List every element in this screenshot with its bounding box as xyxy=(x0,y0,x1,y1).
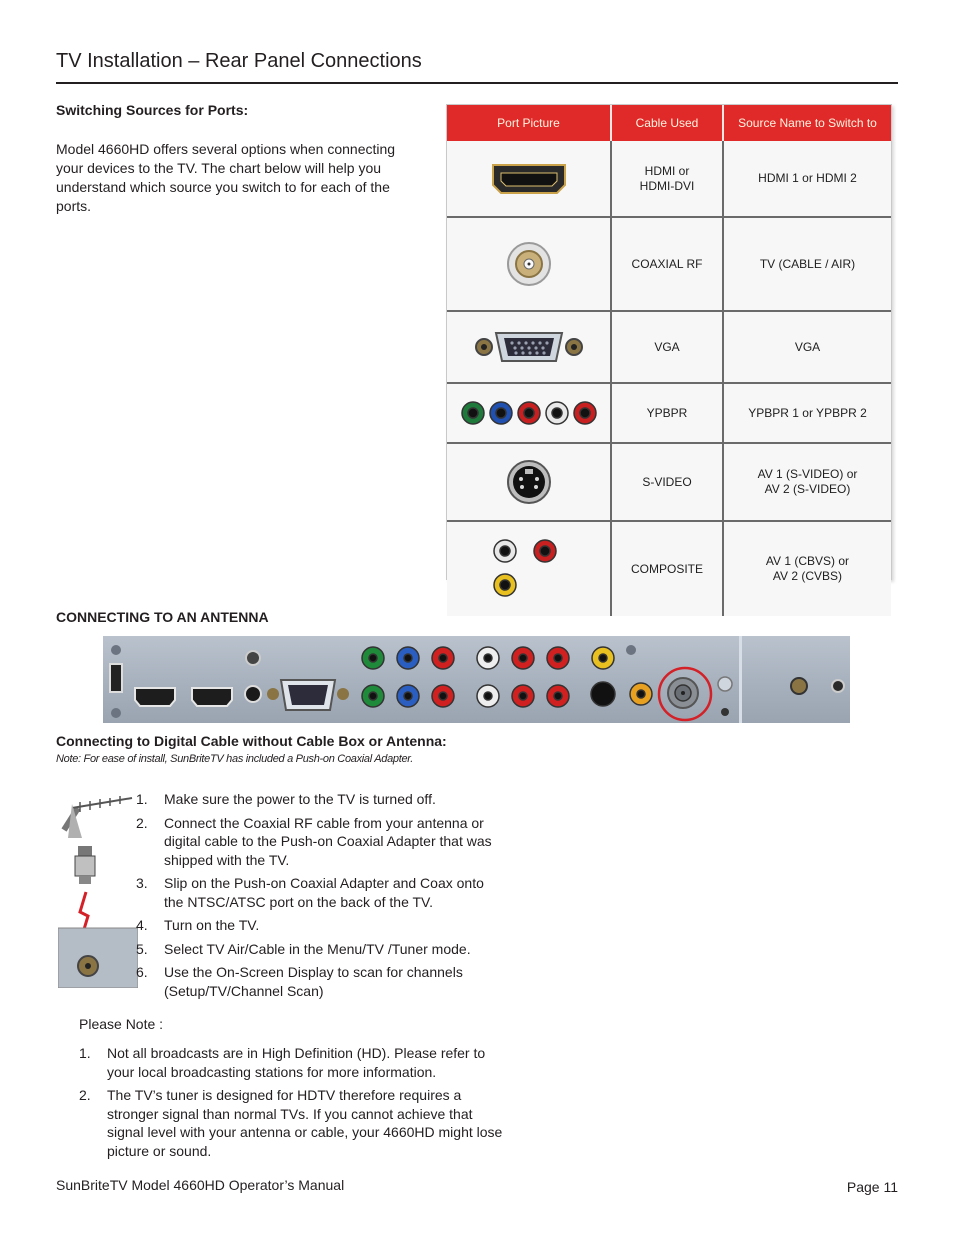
coaxial-adapter-icon xyxy=(75,846,95,884)
header-port-picture: Port Picture xyxy=(447,105,611,141)
screw-icon xyxy=(721,708,729,716)
step-text: Use the On-Screen Display to scan for channels (Setup/TV/Channel Scan) xyxy=(164,964,463,999)
vga-port-icon xyxy=(267,680,349,710)
notes-list xyxy=(79,1044,509,1165)
intro-text: Model 4660HD offers several options when connecting your devices to the TV. The chart below will help you understand which source you switch to for each of the ports. xyxy=(56,141,396,214)
s-video-port-icon xyxy=(506,459,552,505)
port-picture-cell xyxy=(447,217,611,311)
hdmi-port-icon xyxy=(135,688,175,706)
source-name-cell: AV 1 (CBVS) or AV 2 (CVBS) xyxy=(723,521,891,616)
port-chart xyxy=(446,104,892,583)
port-picture-cell xyxy=(447,521,611,616)
step-number: 2. xyxy=(136,814,148,831)
footer-page-number: Page 11 xyxy=(846,1179,898,1195)
digital-cable-heading: Connecting to Digital Cable without Cable Box or Antenna: xyxy=(56,733,447,749)
audio-jack-icon xyxy=(832,680,844,692)
note-number: 2. xyxy=(79,1087,91,1103)
hdmi-port-icon xyxy=(192,688,232,706)
rear-panel-ports xyxy=(103,636,850,723)
list-item xyxy=(136,916,506,935)
coaxial-port-icon xyxy=(668,678,698,708)
antenna-connection-illustration xyxy=(58,790,138,988)
coaxial-port-icon xyxy=(504,239,554,289)
vga-port-icon xyxy=(474,327,584,367)
rear-panel-image xyxy=(103,636,850,723)
screw-icon xyxy=(626,645,636,655)
header-cable-used: Cable Used xyxy=(611,105,723,141)
component-ports-icon xyxy=(362,647,454,707)
intro-heading: Switching Sources for Ports: xyxy=(56,102,249,118)
table-row xyxy=(447,383,891,443)
cable-used-cell: S-VIDEO xyxy=(611,443,723,521)
audio-jack-icon xyxy=(245,686,261,702)
list-item xyxy=(79,1044,509,1081)
step-number: 5. xyxy=(136,940,148,957)
hdmi-port-icon xyxy=(489,161,569,197)
cable-used-cell: YPBPR xyxy=(611,383,723,443)
list-item xyxy=(136,790,506,809)
list-item xyxy=(136,963,506,1000)
screw-icon xyxy=(718,677,732,691)
installation-steps xyxy=(136,790,506,1005)
step-text: Connect the Coaxial RF cable from your antenna or digital cable to the Push-on Coaxial Adapter that was shipped with the TV. xyxy=(164,814,492,868)
source-name-cell: YPBPR 1 or YPBPR 2 xyxy=(723,383,891,443)
step-number: 1. xyxy=(136,791,148,807)
audio-ports-icon xyxy=(477,647,569,707)
audio-jack-icon xyxy=(246,651,260,665)
source-name-cell: HDMI 1 or HDMI 2 xyxy=(723,141,891,217)
port-picture-cell xyxy=(447,383,611,443)
list-item xyxy=(136,814,506,870)
step-text: Turn on the TV. xyxy=(164,917,260,933)
port-picture-cell xyxy=(447,141,611,217)
screw-icon xyxy=(111,645,121,655)
antenna-heading: CONNECTING TO AN ANTENNA xyxy=(56,609,269,625)
tv-coax-port-icon xyxy=(58,928,138,988)
cable-used-cell: HDMI or HDMI-DVI xyxy=(611,141,723,217)
step-text: Make sure the power to the TV is turned off. xyxy=(164,791,436,807)
note-text: Not all broadcasts are in High Definition (HD). Please refer to your local broadcasting stations for more information. xyxy=(107,1045,486,1080)
table-row xyxy=(447,141,891,217)
footer-manual-title: SunBriteTV Model 4660HD Operator’s Manual xyxy=(56,1177,345,1193)
table-row xyxy=(447,521,891,616)
list-item xyxy=(136,874,506,911)
table-row xyxy=(447,443,891,521)
panel-divider xyxy=(739,636,742,723)
usb-port-icon xyxy=(110,664,122,692)
note-text: The TV’s tuner is designed for HDTV therefore requires a stronger signal than normal TVs. If you cannot achieve that signal level with your antenna or cable, your 4660HD might lose picture or sound. xyxy=(107,1087,503,1159)
step-text: Slip on the Push-on Coaxial Adapter and Coax onto the NTSC/ATSC port on the back of the TV. xyxy=(164,875,484,910)
antenna-icon xyxy=(64,796,132,838)
list-item xyxy=(136,940,506,959)
port-chart-table xyxy=(447,105,891,616)
header-source-name: Source Name to Switch to xyxy=(723,105,891,141)
digital-cable-note: Note: For ease of install, SunBriteTV has included a Push-on Coaxial Adapter. xyxy=(56,753,414,765)
step-text: Select TV Air/Cable in the Menu/TV /Tuner mode. xyxy=(164,940,471,957)
cable-used-cell: COAXIAL RF xyxy=(611,217,723,311)
cable-used-cell: COMPOSITE xyxy=(611,521,723,616)
list-item xyxy=(79,1086,509,1160)
page-title: TV Installation – Rear Panel Connections xyxy=(56,50,422,72)
composite-port-icon xyxy=(489,537,569,601)
table-row xyxy=(447,311,891,383)
screw-icon xyxy=(111,708,121,718)
cable-used-cell: VGA xyxy=(611,311,723,383)
title-divider xyxy=(56,82,898,84)
step-number: 3. xyxy=(136,875,148,891)
power-jack-icon xyxy=(791,678,807,694)
source-name-cell: VGA xyxy=(723,311,891,383)
source-name-cell: TV (CABLE / AIR) xyxy=(723,217,891,311)
step-number: 6. xyxy=(136,964,148,980)
source-name-cell: AV 1 (S-VIDEO) or AV 2 (S-VIDEO) xyxy=(723,443,891,521)
ypbpr-port-icon xyxy=(459,399,599,427)
port-picture-cell xyxy=(447,311,611,383)
table-row xyxy=(447,217,891,311)
port-picture-cell xyxy=(447,443,611,521)
note-number: 1. xyxy=(79,1045,91,1061)
step-number: 4. xyxy=(136,917,148,933)
please-note-label: Please Note : xyxy=(79,1016,164,1032)
s-video-port-icon xyxy=(591,682,615,706)
